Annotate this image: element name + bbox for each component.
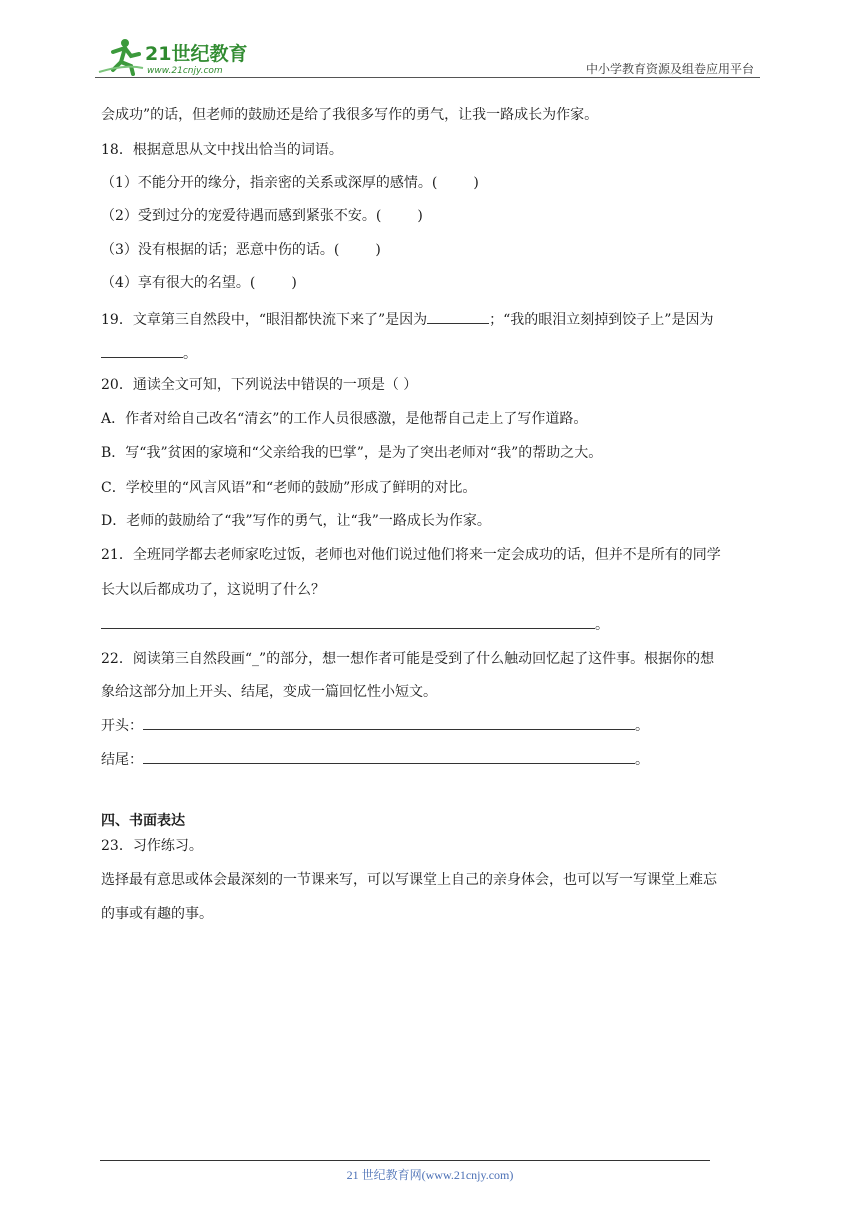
question-text: ”的部分，想一想作者可能是受到了什么触动回忆起了这件事。根据你的想	[258, 651, 715, 667]
option-a: A．作者对给自己改名“清玄”的工作人员很感激，是他帮自己走上了写作道路。	[101, 411, 588, 427]
question-text: （2）受到过分的宠爱待遇而感到紧张不安。(	[101, 208, 382, 224]
answer-blank[interactable]	[143, 749, 635, 764]
question-18: 18．根据意思从文中找出恰当的词语。	[101, 142, 343, 158]
question-19	[101, 309, 713, 330]
underline-mark: _	[251, 651, 259, 667]
footer-divider	[100, 1160, 710, 1161]
svg-text:21世纪教育: 21世纪教育	[145, 43, 248, 65]
question-text: 19．文章第三自然段中，“眼泪都快流下来了”是因为	[101, 312, 428, 328]
question-22-cont: 象给这部分加上开头、结尾，变成一篇回忆性小短文。	[101, 684, 437, 700]
section-title: 四、书面表达	[101, 813, 185, 829]
period: 。	[595, 617, 609, 633]
option-c: C．学校里的“风言风语”和“老师的鼓励”形成了鲜明的对比。	[101, 480, 477, 496]
label-start: 开头：	[101, 718, 143, 734]
question-20: 20．通读全文可知，下列说法中错误的一项是（ ）	[101, 377, 418, 393]
paren: )	[417, 208, 423, 224]
answer-blank[interactable]	[101, 614, 595, 629]
option-d: D．老师的鼓励给了“我”写作的勇气，让“我”一路成长为作家。	[101, 513, 491, 529]
label-end: 结尾：	[101, 752, 143, 768]
answer-blank[interactable]	[101, 343, 183, 358]
question-22-end	[101, 749, 649, 770]
header-divider	[95, 77, 760, 78]
question-22	[101, 649, 714, 669]
period: 。	[635, 752, 649, 768]
question-23-text-cont: 的事或有趣的事。	[101, 906, 213, 922]
question-18-1	[101, 173, 479, 193]
svg-text:www.21cnjy.com: www.21cnjy.com	[147, 66, 223, 76]
question-18-3	[101, 240, 381, 260]
question-23: 23．习作练习。	[101, 838, 203, 854]
platform-name: 中小学教育资源及组卷应用平台	[585, 62, 754, 76]
question-18-2	[101, 206, 423, 226]
question-23-text: 选择最有意思或体会最深刻的一节课来写，可以写课堂上自己的亲身体会，也可以写一写课堂上难忘	[101, 872, 717, 888]
question-text: （4）享有很大的名望。(	[101, 275, 256, 291]
paren: )	[473, 175, 479, 191]
question-21: 21．全班同学都去老师家吃过饭，老师也对他们说过他们将来一定会成功的话，但并不是所有的同学	[101, 547, 721, 563]
period: 。	[635, 718, 649, 734]
question-text: （3）没有根据的话；恶意中伤的话。(	[101, 242, 340, 258]
period: 。	[183, 346, 197, 362]
question-18-4	[101, 273, 297, 293]
question-text: （1）不能分开的缘分，指亲密的关系或深厚的感情。(	[101, 175, 438, 191]
question-21-cont: 长大以后都成功了，这说明了什么？	[101, 582, 325, 598]
footer-text: 21 世纪教育网(www.21cnjy.com)	[346, 1168, 514, 1182]
question-22-start	[101, 715, 649, 736]
site-logo	[95, 34, 265, 76]
option-b: B．写“我”贫困的家境和“父亲给我的巴掌”，是为了突出老师对“我”的帮助之大。	[101, 445, 603, 461]
question-text: 22．阅读第三自然段画“	[101, 651, 252, 667]
paren: )	[291, 275, 297, 291]
text-line: 会成功”的话，但老师的鼓励还是给了我很多写作的勇气，让我一路成长为作家。	[101, 107, 599, 123]
page-header	[95, 34, 760, 80]
answer-blank[interactable]	[143, 715, 635, 730]
paren: )	[375, 242, 381, 258]
question-19-cont	[101, 343, 197, 364]
question-21-answer	[101, 614, 609, 635]
question-text: ；“我的眼泪立刻掉到饺子上”是因为	[489, 312, 714, 328]
answer-blank[interactable]	[427, 309, 489, 324]
